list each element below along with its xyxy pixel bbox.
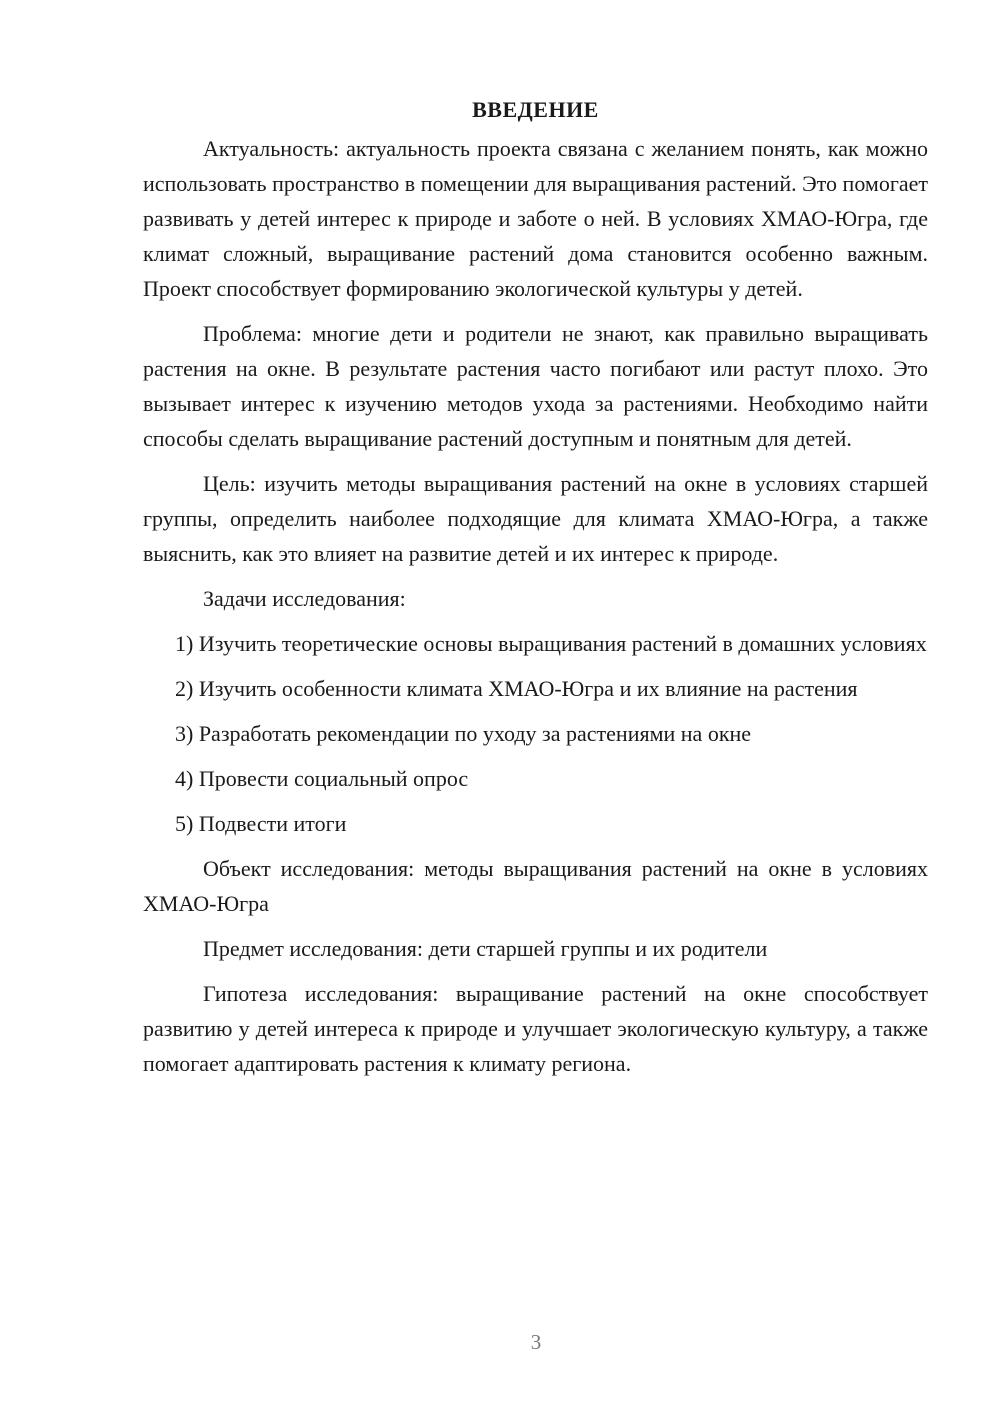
tasks-heading: Задачи исследования: (203, 586, 406, 611)
object-paragraph: Объект исследования: методы выращивания растений на окне в условиях ХМАО-Югра (143, 856, 928, 916)
problem-paragraph: Проблема: многие дети и родители не знают, как правильно выращивать растения на окне. В результате растения часто погибают или растут плохо. Это вызывает интерес к изучению методов ухода за растениями. Необходимо найти способы сделать выращивание растений доступным и понятным для детей. (143, 321, 928, 451)
tasks-list (143, 626, 928, 841)
list-item: 2) Изучить особенности климата ХМАО-Югра и их влияние на растения (175, 676, 858, 701)
relevance-paragraph: Актуальность: актуальность проекта связана с желанием понять, как можно использовать пространство в помещении для выращивания растений. Это помогает развивать у детей интерес к природе и заботе о ней. В условиях ХМАО-Югра, где климат сложный, выращивание растений дома становится особенно важным. Проект способствует формированию экологической культуры у детей. (143, 136, 928, 301)
document-page (143, 92, 928, 1091)
page-number: 3 (530, 1330, 542, 1354)
hypothesis-paragraph: Гипотеза исследования: выращивание растений на окне способствует развитию у детей интереса к природе и улучшает экологическую культуру, а также помогает адаптировать растения к климату региона. (143, 981, 928, 1076)
subject-paragraph: Предмет исследования: дети старшей группы и их родители (203, 936, 768, 961)
list-item: 5) Подвести итоги (175, 811, 347, 836)
list-item: 1) Изучить теоретические основы выращивания растений в домашних условиях (175, 631, 927, 656)
list-item: 4) Провести социальный опрос (175, 766, 469, 791)
goal-paragraph: Цель: изучить методы выращивания растений на окне в условиях старшей группы, определить наиболее подходящие для климата ХМАО-Югра, а также выяснить, как это влияет на развитие детей и их интерес к природе. (143, 471, 928, 566)
page-title: ВВЕДЕНИЕ (472, 97, 599, 122)
list-item: 3) Разработать рекомендации по уходу за растениями на окне (175, 721, 752, 746)
